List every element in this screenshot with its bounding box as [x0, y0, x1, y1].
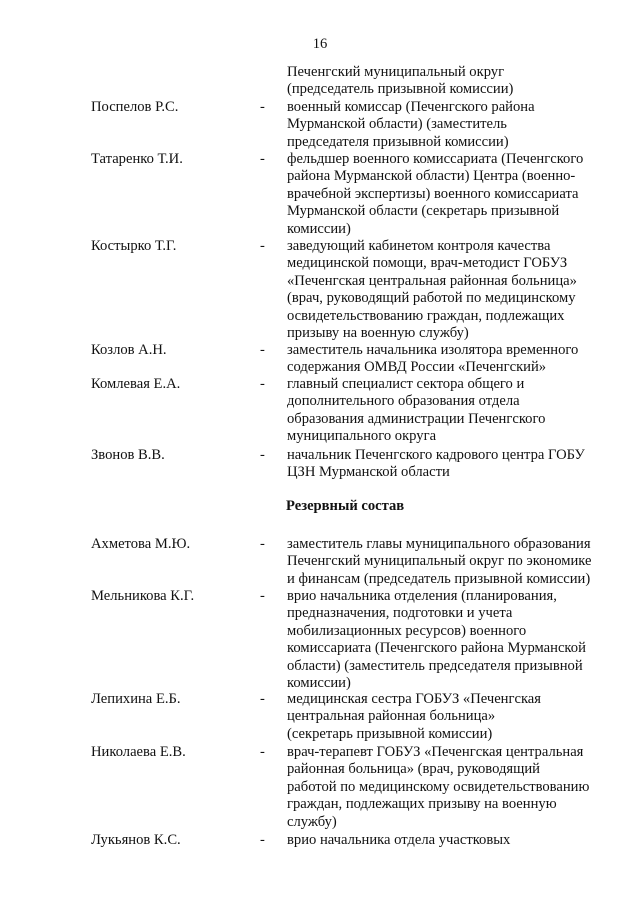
- member-role: фельдшер военного комиссариата (Печенгского района Мурманской области) Центра (военно- врачебной экспертизы) военного комиссариата Мурманской области (секретарь призывной комиссии): [287, 151, 584, 237]
- member-name: Татаренко Т.И.: [91, 151, 183, 167]
- member-dash: -: [260, 376, 265, 392]
- member-role: заместитель главы муниципального образования Печенгский муниципальный округ по экономике и финансам (председатель призывной комиссии): [287, 536, 592, 587]
- member-role: врио начальника отделения (планирования, предназначения, подготовки и учета мобилизационных ресурсов) военного комиссариата (Печенгского района Мурманской области) (заместитель председателя призывной комиссии): [287, 588, 586, 692]
- member-dash: -: [260, 832, 265, 848]
- member-dash: -: [260, 588, 265, 604]
- member-name: Козлов А.Н.: [91, 342, 167, 358]
- member-role: врио начальника отдела участковых: [287, 832, 511, 848]
- page-number: 16: [312, 36, 328, 52]
- member-name: Мельникова К.Г.: [91, 588, 195, 604]
- member-dash: -: [260, 99, 265, 115]
- member-dash: -: [260, 744, 265, 760]
- intro-description: Печенгский муниципальный округ (председатель призывной комиссии): [287, 64, 514, 98]
- member-name: Звонов В.В.: [91, 447, 165, 463]
- member-role: главный специалист сектора общего и дополнительного образования отдела образования администрации Печенгского муниципального округа: [287, 376, 546, 445]
- member-name: Костырко Т.Г.: [91, 238, 177, 254]
- member-dash: -: [260, 151, 265, 167]
- member-name: Лукьянов К.С.: [91, 832, 181, 848]
- member-dash: -: [260, 238, 265, 254]
- member-role: военный комиссар (Печенгского района Мурманской области) (заместитель председателя призывной комиссии): [287, 99, 535, 150]
- member-name: Комлевая Е.А.: [91, 376, 181, 392]
- member-dash: -: [260, 691, 265, 707]
- member-role: заместитель начальника изолятора временного содержания ОМВД России «Печенгский»: [287, 342, 579, 376]
- member-role: заведующий кабинетом контроля качества медицинской помощи, врач-методист ГОБУЗ «Печенгская центральная районная больница» (врач, руководящий работой по медицинскому освидетельствованию граждан, подлежащих призыву на военную службу): [287, 238, 577, 342]
- member-role: начальник Печенгского кадрового центра ГОБУ ЦЗН Мурманской области: [287, 447, 585, 481]
- member-dash: -: [260, 447, 265, 463]
- member-dash: -: [260, 342, 265, 358]
- member-role: врач-терапевт ГОБУЗ «Печенгская центральная районная больница» (врач, руководящий работой по медицинскому освидетельствованию граждан, подлежащих призыву на военную службу): [287, 744, 590, 830]
- member-dash: -: [260, 536, 265, 552]
- reserve-heading: Резервный состав: [286, 498, 405, 514]
- member-name: Ахметова М.Ю.: [91, 536, 191, 552]
- member-name: Николаева Е.В.: [91, 744, 186, 760]
- member-name: Лепихина Е.Б.: [91, 691, 181, 707]
- member-role: медицинская сестра ГОБУЗ «Печенгская центральная районная больница» (секретарь призывной комиссии): [287, 691, 542, 742]
- member-name: Поспелов Р.С.: [91, 99, 179, 115]
